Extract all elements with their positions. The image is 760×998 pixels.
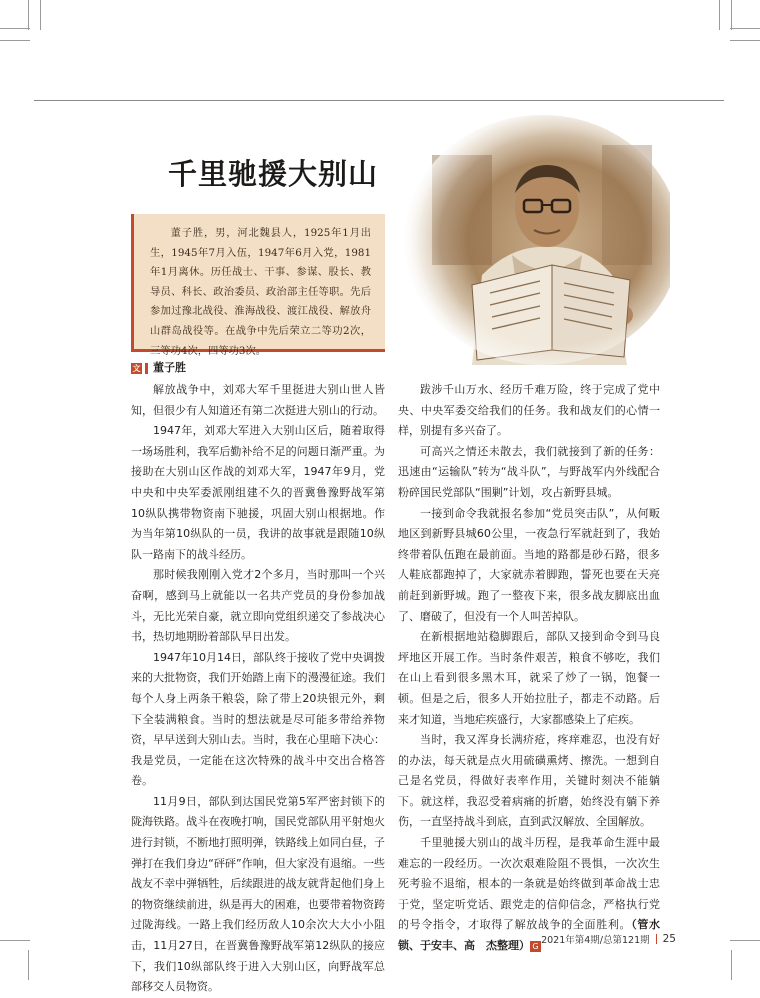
end-mark: G [530, 941, 541, 952]
page-number: 25 [662, 933, 676, 945]
footer-separator [656, 934, 657, 944]
right-column [398, 380, 660, 957]
crop-mark [731, 950, 732, 980]
paragraph: 11月9日，部队到达国民党第5军严密封锁下的陇海铁路。战斗在夜晚打响，国民党部队用平射炮火进行封锁，不断地打照明弹，铁路线上如同白昼，子弹打在我们身边“砰砰”作响，但大家没有退缩。一些战友不幸中弹牺牲，后续跟进的战友就背起他们身上的物资继续前进，纵是再大的困难，也要带着物资跨过陇海线。一路上我们经历敌人10余次大大小小阻击，11月27日，在晋冀鲁豫野战军第12纵队的接应下，我们10纵部队终于进入大别山区，向野战军总部移交人员物资。 [131, 794, 385, 994]
crop-mark [40, 0, 41, 30]
article-title: 千里驰援大别山 [168, 157, 379, 191]
left-column [131, 380, 385, 998]
paragraph: 跋涉千山万水、经历千难万险，终于完成了党中央、中央军委交给我们的任务。我和战友们的心情一样，别提有多兴奋了。 [398, 383, 660, 438]
page-footer [541, 932, 676, 946]
crop-mark [0, 40, 30, 41]
portrait-photo [402, 115, 670, 365]
crop-mark [0, 28, 30, 29]
author-byline [131, 361, 186, 375]
crop-mark [730, 940, 760, 941]
crop-mark [731, 0, 732, 30]
paragraph: 1947年10月14日，部队终于接收了党中央调拨来的大批物资，我们开始踏上南下的漫漫征途。我们每个人身上两条干粮袋，除了带上20块银元外，剩下全装满粮食。当时的想法就是尽可能多带给养物资，早早送到大别山去。当时，我在心里暗下决心：我是党员，一定能在这次特殊的战斗中交出合格答卷。 [131, 650, 385, 788]
crop-mark [28, 950, 29, 980]
author-tag: 文 [132, 363, 141, 373]
crop-mark [719, 0, 720, 30]
paragraph: 可高兴之情还未散去，我们就接到了新的任务：迅速由“运输队”转为“战斗队”，与野战军内外线配合粉碎国民党部队“围剿”计划，攻占新野县城。 [398, 444, 660, 499]
paragraph: 解放战争中，刘邓大军千里挺进大别山世人皆知，但很少有人知道还有第二次挺进大别山的行动。 [131, 383, 385, 417]
paragraph-text: 千里驰援大别山的战斗历程，是我革命生涯中最难忘的一段经历。一次次艰难险阻不畏惧，一次次生死考验不退缩，根本的一条就是始终做到革命战士忠于党，坚定听党话、跟党走的信仰信念，严格执行党的号令指令，才取得了解放战争的全面胜利。 [398, 836, 660, 932]
issue-info: 2021年第4期/总第121期 [541, 935, 650, 946]
author-bar [145, 363, 148, 374]
author-name: 董子胜 [153, 361, 186, 374]
paragraph: 一接到命令我就报名参加“党员突击队”，从何畈地区到新野县城60公里，一夜急行军就赶到了，我始终带着队伍跑在最前面。当地的路都是砂石路，很多人鞋底都跑掉了，大家就赤着脚跑，誓死也要在天亮前赶到新野城。跑了一整夜下来，很多战友脚底出血了、磨破了，但没有一个人叫苦掉队。 [398, 506, 660, 623]
crop-mark [730, 40, 760, 41]
paragraph: 那时候我刚刚入党才2个多月，当时那叫一个兴奋啊，感到马上就能以一名共产党员的身份参加战斗，无比光荣自豪，就立即向党组织递交了参战决心书，热切地期盼着部队早日出发。 [131, 568, 385, 644]
crop-mark [730, 28, 760, 29]
paragraph: 1947年，刘邓大军进入大别山区后，随着取得一场场胜利，我军后勤补给不足的问题日渐严重。为接助在大别山区作战的刘邓大军，1947年9月，党中央和中央军委派刚组建不久的晋冀鲁豫野战军第10纵队携带物资南下驰援，巩固大别山根据地。作为当年第10纵队的一员，我讲的故事就是跟随10纵队一路南下的战斗经历。 [131, 424, 385, 561]
paragraph: 当时，我又浑身长满疥疮，疼痒难忍，也没有好的办法，每天就是点火用硫磺熏烤、擦洗。一想到自己是名党员，得做好表率作用，关键时刻决不能躺下。就这样，我忍受着病痛的折磨，始终没有躺下养伤，一直坚持战斗到底，直到武汉解放、全国解放。 [398, 733, 660, 829]
paragraph: 在新根据地站稳脚跟后，部队又接到命令到马良坪地区开展工作。当时条件艰苦，粮食不够吃，我们在山上看到很多黑木耳，就采了炒了一锅，饱餐一顿。但是之后，很多人开始拉肚子，都走不动路。后来才知道，当地疟疾盛行，大家都感染上了疟疾。 [398, 630, 660, 726]
crop-mark [28, 0, 29, 30]
header-rule [34, 100, 724, 101]
editor-credit: （管水锁、于安丰、高 杰整理） [398, 918, 661, 953]
crop-mark [0, 940, 30, 941]
author-bio-box: 董子胜，男，河北魏县人，1925年1月出生，1945年7月入伍，1947年6月入党，1981年1月离休。历任战士、干事、参谋、股长、教导员、科长、政治委员、政治部主任等职。先后参加过豫北战役、淮海战役、渡江战役、解放舟山群岛战役等。在战争中先后荣立二等功2次，三等功4次，四等功3次。 [131, 214, 385, 352]
